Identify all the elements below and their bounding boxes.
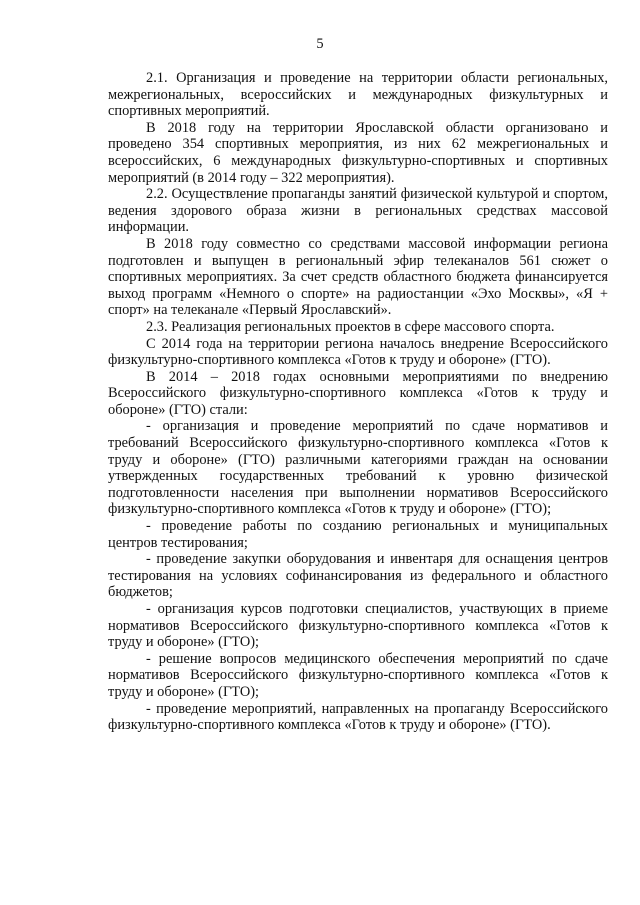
list-item: - проведение работы по созданию региональных и муниципальных центров тестирования; <box>108 518 608 551</box>
paragraph: В 2018 году на территории Ярославской области организовано и проведено 354 спортивных мероприятия, из них 62 межрегиональных и всероссийских, 6 международных физкультурно-спортивных и спортивных мероприятий (в 2014 году – 322 мероприятия). <box>108 119 608 186</box>
paragraph: С 2014 года на территории региона началось внедрение Всероссийского физкультурно-спортивного комплекса «Готов к труду и обороне» (ГТО). <box>108 335 608 369</box>
section-heading-2-3: 2.3. Реализация региональных проектов в сфере массового спорта. <box>146 318 555 335</box>
section-heading-2-1: 2.1. Организация и проведение на территории области региональных, межрегиональных, всероссийских и международных физкультурных и спортивных мероприятий. <box>108 70 608 120</box>
document-body <box>108 70 608 734</box>
list-item: - проведение закупки оборудования и инвентаря для оснащения центров тестирования на условиях софинансирования из федерального и областного бюджетов; <box>108 551 608 601</box>
list-item: - организация и проведение мероприятий по сдаче нормативов и требований Всероссийского физкультурно-спортивного комплекса «Готов к труду и обороне» (ГТО) различными категориями граждан на основании утвержденных государственных требований к уровню физической подготовленности населения при выполнении нормативов Всероссийского физкультурно-спортивного комплекса «Готов к труду и обороне» (ГТО); <box>108 418 608 518</box>
paragraph: В 2018 году совместно со средствами массовой информации региона подготовлен и выпущен в региональный эфир телеканалов 561 сюжет о спортивных мероприятиях. За счет средств областного бюджета финансируется выход программ «Немного о спорте» на радиостанции «Эхо Москвы», «Я + спорт» на телеканале «Первый Ярославский». <box>108 235 608 319</box>
list-item: - решение вопросов медицинского обеспечения мероприятий по сдаче нормативов Всероссийского физкультурно-спортивного комплекса «Готов к труду и обороне» (ГТО); <box>108 650 608 700</box>
list-item: - проведение мероприятий, направленных на пропаганду Всероссийского физкультурно-спортивного комплекса «Готов к труду и обороне» (ГТО). <box>108 700 608 734</box>
page-number: 5 <box>316 36 324 52</box>
section-heading-2-2: 2.2. Осуществление пропаганды занятий физической культурой и спортом, ведения здорового образа жизни в региональных средствах массовой информации. <box>108 186 608 236</box>
paragraph: В 2014 – 2018 годах основными мероприятиями по внедрению Всероссийского физкультурно-спортивного комплекса «Готов к труду и обороне» (ГТО) стали: <box>108 368 608 418</box>
list-item: - организация курсов подготовки специалистов, участвующих в приеме нормативов Всероссийского физкультурно-спортивного комплекса «Готов к труду и обороне» (ГТО); <box>108 601 608 651</box>
